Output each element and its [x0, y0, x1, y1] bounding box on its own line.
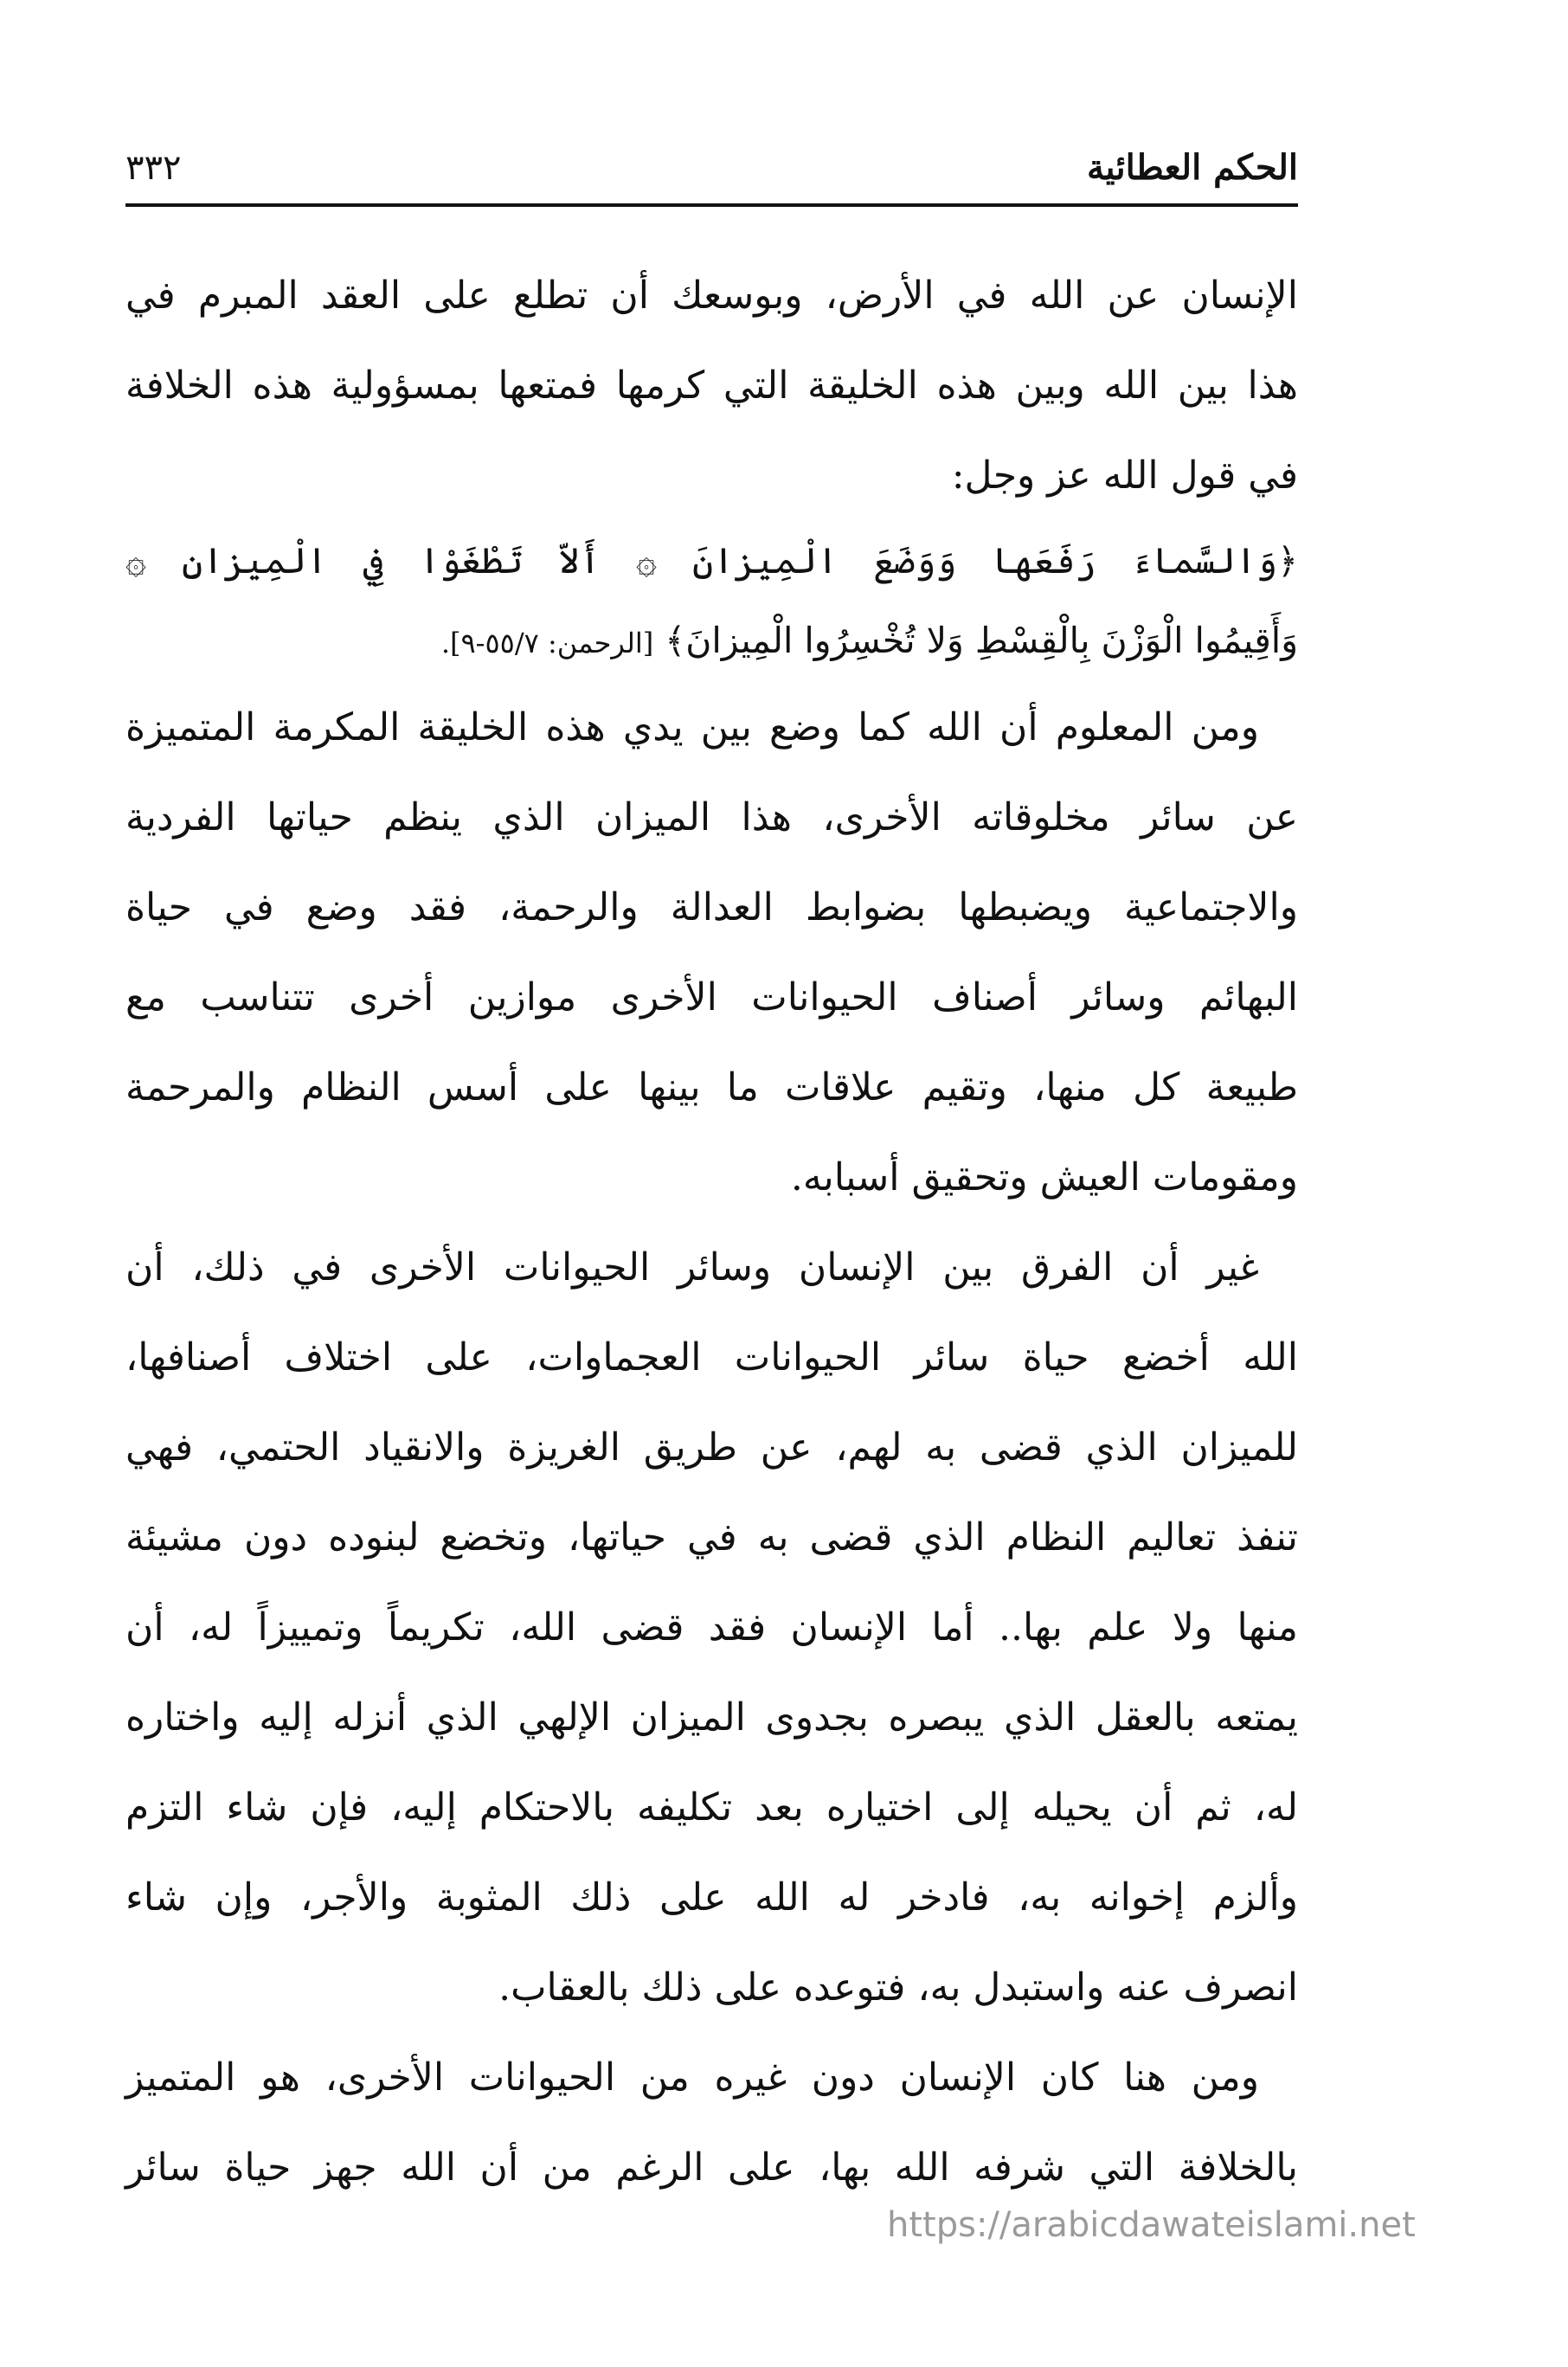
text-line: غير أن الفرق بين الإنسان وسائر الحيوانات الأخرى في ذلك، أن: [125, 1245, 1259, 1290]
quran-verse-line: [125, 601, 1298, 683]
text-line: بالخلافة التي شرفه الله بها، على الرغم من أن الله جهز حياة سائر: [125, 2145, 1298, 2190]
text-line: يمتعه بالعقل الذي يبصره بجدوى الميزان الإلهي الذي أنزله إليه واختاره: [125, 1695, 1298, 1740]
text-line: البهائم وسائر أصناف الحيوانات الأخرى موازين أخرى تتناسب مع: [125, 975, 1298, 1019]
text-line: في قول الله عز وجل:: [951, 453, 1298, 498]
watermark-url: https://arabicdawateislami.net: [887, 2205, 1416, 2245]
quran-verse-line: ﴿وَالسَّماءَ رَفَعَها وَوَضَعَ الْمِيزانَ ۞ أَلاّ تَطْغَوْا فِي الْمِيزانِ ۞: [125, 540, 1298, 582]
text-line: هذا بين الله وبين هذه الخليقة التي كرمها فمتعها بمسؤولية هذه الخلافة: [125, 363, 1298, 408]
text-line: انصرف عنه واستبدل به، فتوعده على ذلك بالعقاب.: [498, 1965, 1298, 2010]
text-line: ومن هنا كان الإنسان دون غيره من الحيوانات الأخرى، هو المتميز: [125, 2055, 1259, 2100]
verse-reference: [الرحمن: ٥٥/٧-٩].: [440, 627, 654, 659]
text-line: للميزان الذي قضى به لهم، عن طريق الغريزة والانقياد الحتمي، فهي: [125, 1425, 1298, 1470]
quran-verse-text: وَأَقِيمُوا الْوَزْنَ بِالْقِسْطِ وَلا تُخْسِرُوا الْمِيزانَ﴾: [665, 620, 1298, 661]
text-line: ومقومات العيش وتحقيق أسبابه.: [790, 1155, 1298, 1200]
text-line: وألزم إخوانه به، فادخر له الله على ذلك المثوبة والأجر، وإن شاء: [125, 1875, 1298, 1920]
body-text: [125, 251, 1298, 2213]
text-line: الله أخضع حياة سائر الحيوانات العجماوات، على اختلاف أصنافها،: [125, 1335, 1298, 1380]
page-number: ٣٣٢: [125, 148, 182, 188]
text-line: ومن المعلوم أن الله كما وضع بين يدي هذه الخليقة المكرمة المتميزة: [125, 705, 1259, 749]
page-header: [125, 147, 1298, 207]
text-line: تنفذ تعاليم النظام الذي قضى به في حياتها، وتخضع لبنوده دون مشيئة: [125, 1515, 1298, 1560]
running-title: الحكم العطائية: [1086, 147, 1298, 188]
text-line: الإنسان عن الله في الأرض، وبوسعك أن تطلع على العقد المبرم في: [125, 273, 1298, 318]
text-line: والاجتماعية ويضبطها بضوابط العدالة والرحمة، فقد وضع في حياة: [125, 885, 1298, 929]
text-line: عن سائر مخلوقاته الأخرى، هذا الميزان الذي ينظم حياتها الفردية: [125, 795, 1299, 839]
text-line: طبيعة كل منها، وتقيم علاقات ما بينها على أسس النظام والمرحمة: [125, 1065, 1298, 1110]
text-line: منها ولا علم بها.. أما الإنسان فقد قضى الله، تكريماً وتمييزاً له، أن: [125, 1605, 1298, 1650]
text-line: له، ثم أن يحيله إلى اختياره بعد تكليفه بالاحتكام إليه، فإن شاء التزم: [125, 1785, 1298, 1830]
